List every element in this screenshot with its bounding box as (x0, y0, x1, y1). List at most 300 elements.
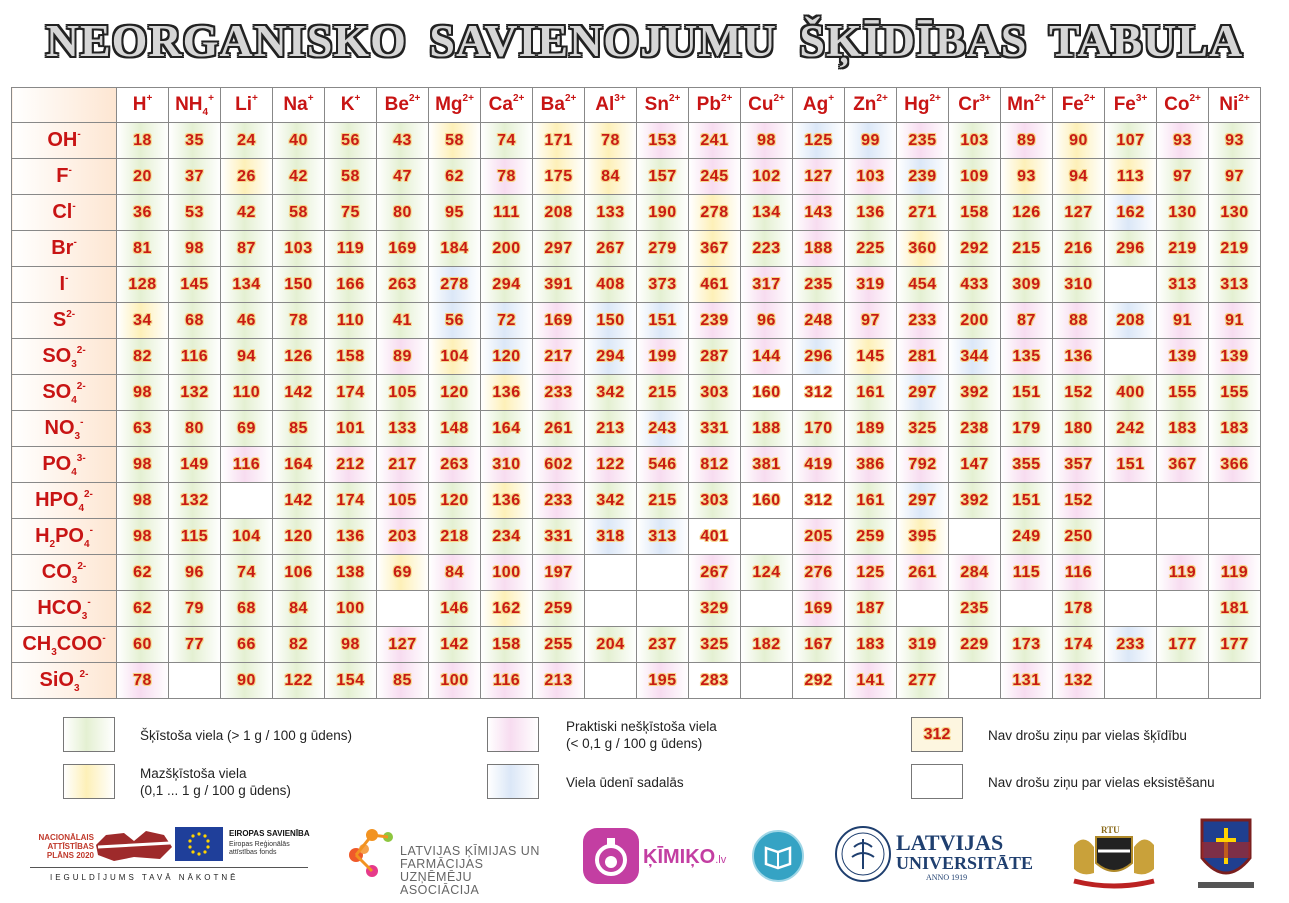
anion-subscript: 2 (49, 539, 56, 550)
solubility-cell: 355 (1001, 447, 1053, 483)
solubility-cell: 329 (689, 591, 741, 627)
solubility-cell: 119 (1209, 555, 1261, 591)
anion-header (12, 411, 117, 447)
anion-symbol: PO (55, 525, 84, 547)
solubility-cell: 179 (1001, 411, 1053, 447)
solubility-cell (1157, 519, 1209, 555)
solubility-cell: 160 (741, 375, 793, 411)
solubility-cell: 233 (533, 375, 585, 411)
anion-symbol: SiO (39, 669, 74, 691)
cation-symbol: Co (1164, 94, 1190, 115)
solubility-cell: 303 (689, 375, 741, 411)
solubility-cell: 62 (429, 159, 481, 195)
solubility-cell: 136 (1053, 339, 1105, 375)
anion-symbol: SO (42, 381, 72, 403)
solubility-cell: 151 (1001, 375, 1053, 411)
solubility-cell: 310 (481, 447, 533, 483)
solubility-cell: 292 (793, 663, 845, 699)
solubility-cell: 75 (325, 195, 377, 231)
kimiko-tld: .lv (715, 854, 727, 866)
anion-charge: 2- (76, 345, 86, 356)
solubility-cell: 41 (377, 303, 429, 339)
legend-swatch-soluble (63, 717, 115, 752)
solubility-cell: 229 (949, 627, 1001, 663)
solubility-cell: 344 (949, 339, 1001, 375)
anion-symbol: OH (47, 129, 78, 151)
kimiko-name: ĶĪMIĶO (643, 846, 716, 868)
solubility-cell: 96 (741, 303, 793, 339)
solubility-cell: 90 (1053, 123, 1105, 159)
cation-symbol: Ba (540, 94, 565, 115)
anion-charge: - (89, 525, 93, 536)
solubility-cell: 235 (897, 123, 949, 159)
solubility-cell: 85 (377, 663, 429, 699)
cation-symbol: Sn (644, 94, 669, 115)
solubility-cell: 97 (845, 303, 897, 339)
solubility-cell: 278 (429, 267, 481, 303)
anion-charge: 2- (79, 669, 89, 680)
solubility-cell: 74 (221, 555, 273, 591)
solubility-cell: 433 (949, 267, 1001, 303)
solubility-cell: 84 (273, 591, 325, 627)
anion-subscript: 3 (74, 431, 81, 442)
solubility-cell: 154 (325, 663, 377, 699)
anion-symbol: HCO (37, 597, 82, 619)
solubility-cell: 278 (689, 195, 741, 231)
solubility-cell: 127 (377, 627, 429, 663)
solubility-cell: 215 (1001, 231, 1053, 267)
anion-symbol: I (59, 273, 66, 295)
solubility-cell: 132 (169, 375, 221, 411)
solubility-cell: 131 (1001, 663, 1053, 699)
page-title: NEORGANISKO SAVIENOJUMU ŠĶĪDĪBAS TABULA (45, 15, 1244, 66)
solubility-cell: 357 (1053, 447, 1105, 483)
solubility-cell (741, 519, 793, 555)
solubility-cell: 297 (533, 231, 585, 267)
solubility-cell: 146 (429, 591, 481, 627)
anion-header (12, 627, 117, 663)
table-row (12, 195, 1261, 231)
solubility-cell: 105 (377, 483, 429, 519)
solubility-cell: 102 (741, 159, 793, 195)
cation-charge: + (354, 93, 361, 104)
solubility-cell: 367 (689, 231, 741, 267)
legend-soluble-label: Šķīstoša viela (> 1 g / 100 g ūdens) (140, 728, 352, 743)
solubility-cell: 373 (637, 267, 689, 303)
solubility-cell: 136 (325, 519, 377, 555)
solubility-cell: 144 (741, 339, 793, 375)
solubility-cell: 82 (117, 339, 169, 375)
solubility-cell: 62 (117, 591, 169, 627)
solubility-cell: 126 (273, 339, 325, 375)
solubility-cell: 204 (585, 627, 637, 663)
anion-charge: 3- (76, 453, 86, 464)
anion-symbol: F (56, 165, 69, 187)
solubility-cell: 461 (689, 267, 741, 303)
solubility-cell: 267 (689, 555, 741, 591)
solubility-cell: 215 (637, 483, 689, 519)
solubility-cell: 122 (273, 663, 325, 699)
eu-slogan: IEGULDĪJUMS TAVĀ NĀKOTNĒ (50, 873, 239, 882)
solubility-cell: 297 (897, 483, 949, 519)
solubility-cell: 162 (481, 591, 533, 627)
solubility-cell: 203 (377, 519, 429, 555)
solubility-cell: 98 (741, 123, 793, 159)
table-row (12, 159, 1261, 195)
anion-charge: - (80, 417, 84, 428)
solubility-cell: 177 (1209, 627, 1261, 663)
cation-charge: + (307, 93, 314, 104)
solubility-cell: 263 (377, 267, 429, 303)
solubility-cell: 188 (793, 231, 845, 267)
solubility-cell: 120 (481, 339, 533, 375)
cation-charge: 2+ (564, 93, 577, 104)
solubility-cell: 58 (273, 195, 325, 231)
solubility-cell: 98 (325, 627, 377, 663)
solubility-cell: 182 (741, 627, 793, 663)
anion-symbol: PO (42, 453, 72, 475)
cation-symbol: Hg (904, 94, 930, 115)
solubility-cell: 187 (845, 591, 897, 627)
solubility-cell (637, 555, 689, 591)
solubility-cell: 277 (897, 663, 949, 699)
rtu-crest (1068, 825, 1160, 891)
cation-symbol: NH (175, 94, 203, 115)
solubility-cell: 134 (221, 267, 273, 303)
cation-header-ni-21 (1209, 88, 1261, 123)
solubility-cell: 155 (1209, 375, 1261, 411)
solubility-cell: 245 (689, 159, 741, 195)
cation-header-h-0 (117, 88, 169, 123)
table-row (12, 231, 1261, 267)
cation-charge: 3+ (614, 93, 626, 104)
solubility-cell: 259 (533, 591, 585, 627)
anion-header (12, 195, 117, 231)
solubility-cell: 145 (845, 339, 897, 375)
solubility-cell: 219 (1209, 231, 1261, 267)
solubility-cell: 178 (1053, 591, 1105, 627)
cation-symbol: Ag (802, 94, 829, 115)
solubility-cell: 119 (325, 231, 377, 267)
solubility-cell: 342 (585, 375, 637, 411)
table-row (12, 483, 1261, 519)
solubility-cell: 80 (377, 195, 429, 231)
solubility-cell: 208 (1105, 303, 1157, 339)
anion-header (12, 303, 117, 339)
solubility-cell: 72 (481, 303, 533, 339)
solubility-cell: 400 (1105, 375, 1157, 411)
solubility-cell: 166 (325, 267, 377, 303)
solubility-cell: 81 (117, 231, 169, 267)
solubility-cell: 173 (1001, 627, 1053, 663)
cation-subscript: 4 (202, 107, 209, 118)
solubility-cell: 392 (949, 375, 1001, 411)
solubility-cell: 401 (689, 519, 741, 555)
solubility-cell: 100 (481, 555, 533, 591)
cation-charge: 2+ (1238, 93, 1250, 104)
book-circle-logo (752, 830, 804, 882)
solubility-cell: 56 (325, 123, 377, 159)
solubility-cell: 239 (897, 159, 949, 195)
legend-swatch-decomposes (487, 764, 539, 799)
legend-swatch-no-existence (911, 764, 963, 799)
nap-line2: ATTĪSTĪBAS (47, 842, 94, 851)
solubility-cell: 181 (1209, 591, 1261, 627)
cation-header-ca-7 (481, 88, 533, 123)
solubility-cell: 133 (377, 411, 429, 447)
legend-slightly-line2: (0,1 ... 1 g / 100 g ūdens) (140, 783, 291, 798)
nap-line3: PLĀNS 2020 (46, 851, 94, 860)
solubility-cell: 233 (897, 303, 949, 339)
solubility-cell: 381 (741, 447, 793, 483)
cation-header-li-2 (221, 88, 273, 123)
table-row (12, 339, 1261, 375)
solubility-cell: 100 (429, 663, 481, 699)
solubility-cell: 294 (585, 339, 637, 375)
solubility-cell: 219 (1157, 231, 1209, 267)
cation-symbol: Li (235, 94, 253, 115)
cation-charge: 2+ (408, 93, 421, 104)
solubility-cell: 167 (793, 627, 845, 663)
solubility-cell: 237 (637, 627, 689, 663)
anion-charge: 2- (66, 309, 76, 320)
cation-header-sn-10 (637, 88, 689, 123)
solubility-cell (169, 663, 221, 699)
solubility-cell: 119 (1157, 555, 1209, 591)
solubility-cell: 120 (273, 519, 325, 555)
solubility-cell (897, 591, 949, 627)
cation-header-nh4-1 (169, 88, 221, 123)
solubility-cell: 93 (1157, 123, 1209, 159)
cation-charge: + (208, 93, 214, 104)
solubility-cell: 296 (1105, 231, 1157, 267)
solubility-cell: 132 (169, 483, 221, 519)
solubility-cell: 161 (845, 375, 897, 411)
solubility-cell: 183 (1209, 411, 1261, 447)
cation-symbol: Cr (958, 94, 980, 115)
cation-header-be-5 (377, 88, 429, 123)
solubility-cell: 386 (845, 447, 897, 483)
anion-header (12, 339, 117, 375)
solubility-cell: 197 (533, 555, 585, 591)
eu-title: EIROPAS SAVIENĪBA (229, 829, 310, 838)
kimiko-flask-icon (583, 828, 639, 884)
solubility-cell: 217 (377, 447, 429, 483)
solubility-cell: 319 (845, 267, 897, 303)
anion-subscript: 4 (84, 539, 90, 550)
solubility-cell: 100 (325, 591, 377, 627)
solubility-cell (1209, 663, 1261, 699)
solubility-cell (585, 591, 637, 627)
solubility-cell: 35 (169, 123, 221, 159)
cation-header-ba-8 (533, 88, 585, 123)
solubility-cell: 151 (1105, 447, 1157, 483)
anion-header (12, 123, 117, 159)
solubility-cell: 94 (221, 339, 273, 375)
solubility-cell (637, 591, 689, 627)
solubility-cell (1105, 555, 1157, 591)
solubility-cell (1105, 519, 1157, 555)
cation-charge: 2+ (929, 93, 941, 104)
solubility-cell: 78 (585, 123, 637, 159)
solubility-cell: 792 (897, 447, 949, 483)
cation-charge: 3+ (979, 93, 991, 104)
solubility-cell: 127 (1053, 195, 1105, 231)
solubility-cell: 68 (221, 591, 273, 627)
solubility-cell: 46 (221, 303, 273, 339)
solubility-cell: 103 (949, 123, 1001, 159)
solubility-cell: 267 (585, 231, 637, 267)
cation-symbol: Ni (1219, 94, 1239, 115)
solubility-cell: 110 (221, 375, 273, 411)
anion-header (12, 447, 117, 483)
solubility-cell (1157, 591, 1209, 627)
solubility-cell: 250 (1053, 519, 1105, 555)
anion-symbol: Cl (52, 201, 73, 223)
solubility-cell: 148 (429, 411, 481, 447)
lkfua-logo (344, 823, 559, 897)
solubility-cell: 89 (1001, 123, 1053, 159)
lu-seal-icon (834, 825, 892, 883)
solubility-cell: 241 (689, 123, 741, 159)
solubility-cell: 205 (793, 519, 845, 555)
latvia-map-icon (94, 827, 174, 863)
solubility-cell: 284 (949, 555, 1001, 591)
legend-insoluble-label (566, 718, 717, 752)
anion-symbol: H (35, 525, 50, 547)
solubility-cell: 313 (637, 519, 689, 555)
anion-header (12, 663, 117, 699)
cation-symbol: Mg (435, 94, 463, 115)
solubility-cell: 104 (429, 339, 481, 375)
solubility-cell: 175 (533, 159, 585, 195)
anion-header (12, 591, 117, 627)
nap-text (36, 833, 94, 860)
solubility-cell: 93 (1001, 159, 1053, 195)
solubility-cell: 143 (793, 195, 845, 231)
cation-charge: + (252, 93, 258, 104)
legend-slightly-soluble-label (140, 765, 291, 799)
solubility-cell: 94 (1053, 159, 1105, 195)
solubility-cell: 141 (845, 663, 897, 699)
solubility-cell: 157 (637, 159, 689, 195)
cation-header-fe-18 (1053, 88, 1105, 123)
solubility-cell: 235 (949, 591, 1001, 627)
solubility-cell: 367 (1157, 447, 1209, 483)
solubility-cell: 124 (741, 555, 793, 591)
solubility-cell: 162 (1105, 195, 1157, 231)
cation-charge: + (828, 93, 835, 104)
solubility-cell (221, 483, 273, 519)
solubility-cell: 150 (273, 267, 325, 303)
solubility-cell: 331 (689, 411, 741, 447)
solubility-cell: 174 (325, 375, 377, 411)
anion-header (12, 159, 117, 195)
solubility-cell: 213 (533, 663, 585, 699)
cation-charge: + (146, 93, 153, 104)
anion-charge: - (72, 201, 76, 212)
solubility-cell: 135 (1001, 339, 1053, 375)
cation-header-mn-17 (1001, 88, 1053, 123)
solubility-cell: 142 (273, 375, 325, 411)
table-row (12, 519, 1261, 555)
solubility-cell: 169 (793, 591, 845, 627)
solubility-cell: 218 (429, 519, 481, 555)
cation-symbol: Mn (1007, 94, 1035, 115)
solubility-cell: 74 (481, 123, 533, 159)
solubility-cell: 255 (533, 627, 585, 663)
anion-header (12, 231, 117, 267)
solubility-cell: 234 (481, 519, 533, 555)
anion-subscript: 3 (73, 683, 80, 694)
solubility-cell: 312 (793, 375, 845, 411)
anion-header (12, 555, 117, 591)
cation-symbol: Pb (696, 94, 721, 115)
solubility-cell: 134 (741, 195, 793, 231)
solubility-cell: 90 (221, 663, 273, 699)
solubility-cell: 271 (897, 195, 949, 231)
cation-header-k-4 (325, 88, 377, 123)
cation-charge: 2+ (462, 93, 474, 104)
solubility-cell: 145 (169, 267, 221, 303)
solubility-cell: 216 (1053, 231, 1105, 267)
cation-charge: 2+ (1083, 93, 1096, 104)
solubility-cell: 98 (169, 231, 221, 267)
table-row (12, 627, 1261, 663)
anion-charge: - (65, 273, 69, 284)
solubility-cell: 78 (273, 303, 325, 339)
solubility-cell: 139 (1209, 339, 1261, 375)
solubility-cell: 454 (897, 267, 949, 303)
solubility-cell: 110 (325, 303, 377, 339)
eu-sub-line1: Eiropas Reģionālās (229, 841, 290, 848)
lu-line3: ANNO 1919 (926, 873, 968, 882)
cation-charge: 2+ (720, 93, 733, 104)
solubility-cell: 309 (1001, 267, 1053, 303)
solubility-cell: 331 (533, 519, 585, 555)
anion-header (12, 483, 117, 519)
solubility-cell: 366 (1209, 447, 1261, 483)
solubility-cell: 116 (221, 447, 273, 483)
anion-symbol: Br (51, 237, 74, 259)
solubility-cell: 103 (845, 159, 897, 195)
cation-header-zn-14 (845, 88, 897, 123)
solubility-cell: 34 (117, 303, 169, 339)
anion-symbol: HPO (35, 489, 79, 511)
solubility-cell (1105, 483, 1157, 519)
anion-subscript: 3 (71, 575, 78, 586)
solubility-cell: 109 (949, 159, 1001, 195)
anion-charge: - (102, 633, 106, 644)
cation-header-cu-12 (741, 88, 793, 123)
solubility-cell: 312 (793, 483, 845, 519)
table-row (12, 555, 1261, 591)
table-row (12, 303, 1261, 339)
solubility-cell: 77 (169, 627, 221, 663)
solubility-cell: 177 (1157, 627, 1209, 663)
solubility-cell: 150 (585, 303, 637, 339)
cation-symbol: K (340, 94, 355, 115)
solubility-cell: 263 (429, 447, 481, 483)
solubility-cell: 238 (949, 411, 1001, 447)
solubility-cell: 391 (533, 267, 585, 303)
anion-symbol: COO (56, 633, 103, 655)
solubility-cell: 325 (689, 627, 741, 663)
eu-sub-line2: attīstības fonds (229, 849, 277, 856)
anion-symbol: CO (41, 561, 72, 583)
cation-symbol: Al (595, 94, 615, 115)
solubility-cell: 217 (533, 339, 585, 375)
